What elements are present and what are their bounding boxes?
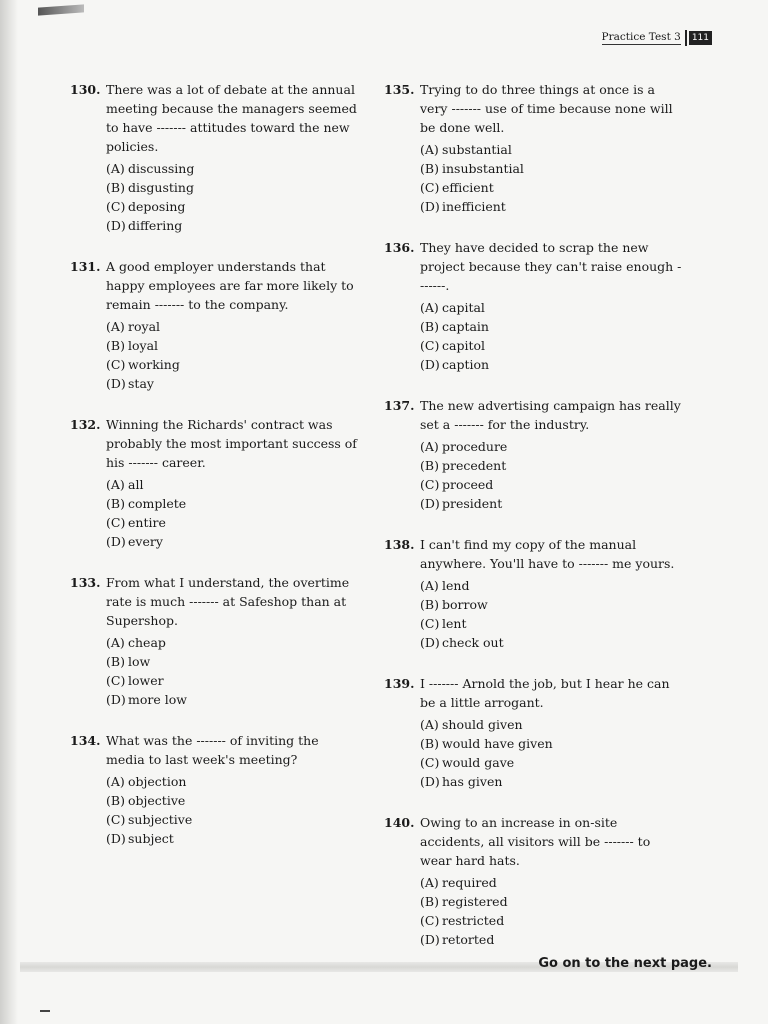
option-text: president xyxy=(442,496,503,511)
option-text: disgusting xyxy=(128,180,194,195)
option-letter: (D) xyxy=(106,831,126,846)
answer-option[interactable] xyxy=(420,576,684,595)
option-letter: (B) xyxy=(106,793,125,808)
option-text: check out xyxy=(442,635,504,650)
question-item xyxy=(384,238,684,374)
option-text: insubstantial xyxy=(442,161,524,176)
left-question-column xyxy=(70,80,360,870)
option-letter: (C) xyxy=(106,515,126,530)
option-letter: (C) xyxy=(420,338,440,353)
answer-option[interactable] xyxy=(420,317,684,336)
option-letter: (C) xyxy=(106,357,126,372)
question-item xyxy=(384,396,684,513)
option-letter: (A) xyxy=(106,635,125,650)
option-text: subject xyxy=(128,831,174,846)
answer-options xyxy=(106,317,360,393)
question-stem xyxy=(384,396,684,434)
option-letter: (A) xyxy=(106,161,125,176)
answer-option[interactable] xyxy=(420,734,684,753)
question-item xyxy=(70,573,360,709)
question-text: A good employer understands that happy employees are far more likely to remain ------- to the company. xyxy=(106,259,354,312)
option-text: all xyxy=(128,477,144,492)
option-text: discussing xyxy=(128,161,195,176)
answer-option[interactable] xyxy=(106,513,360,532)
option-text: loyal xyxy=(128,338,159,353)
question-item xyxy=(70,415,360,551)
answer-option[interactable] xyxy=(420,355,684,374)
question-text: They have decided to scrap the new project because they can't raise enough -------. xyxy=(420,240,682,293)
answer-option[interactable] xyxy=(420,772,684,791)
option-text: required xyxy=(442,875,497,890)
answer-option[interactable] xyxy=(420,475,684,494)
option-text: efficient xyxy=(442,180,494,195)
option-text: capital xyxy=(442,300,485,315)
option-text: proceed xyxy=(442,477,494,492)
section-title: Practice Test 3 xyxy=(601,31,681,43)
answer-option[interactable] xyxy=(106,317,360,336)
answer-option[interactable] xyxy=(420,336,684,355)
answer-options xyxy=(420,715,684,791)
question-item xyxy=(384,674,684,791)
option-letter: (A) xyxy=(420,875,439,890)
option-text: would gave xyxy=(442,755,515,770)
option-letter: (D) xyxy=(420,774,440,789)
option-text: procedure xyxy=(442,439,508,454)
question-item xyxy=(70,80,360,235)
answer-option[interactable] xyxy=(420,892,684,911)
option-letter: (D) xyxy=(420,357,440,372)
question-number: 137. xyxy=(384,398,415,413)
answer-option[interactable] xyxy=(106,532,360,551)
answer-option[interactable] xyxy=(106,178,360,197)
page-header xyxy=(602,30,712,46)
answer-option[interactable] xyxy=(420,494,684,513)
question-text: What was the ------- of inviting the media to last week's meeting? xyxy=(106,733,319,767)
header-divider xyxy=(685,30,687,46)
question-stem xyxy=(70,257,360,314)
option-text: capitol xyxy=(442,338,485,353)
answer-option[interactable] xyxy=(106,475,360,494)
option-letter: (B) xyxy=(420,736,439,751)
question-number: 139. xyxy=(384,676,415,691)
option-letter: (C) xyxy=(106,812,126,827)
option-letter: (D) xyxy=(420,932,440,947)
option-letter: (B) xyxy=(106,338,125,353)
answer-option[interactable] xyxy=(420,614,684,633)
answer-options xyxy=(420,140,684,216)
question-text: Trying to do three things at once is a very ------- use of time because none will be done well. xyxy=(420,82,673,135)
question-stem xyxy=(384,535,684,573)
option-text: would have given xyxy=(442,736,553,751)
question-stem xyxy=(70,415,360,472)
question-stem xyxy=(384,813,684,870)
question-stem xyxy=(384,674,684,712)
option-letter: (D) xyxy=(420,496,440,511)
option-letter: (B) xyxy=(420,319,439,334)
option-text: captain xyxy=(442,319,489,334)
option-letter: (D) xyxy=(106,376,126,391)
answer-option[interactable] xyxy=(420,595,684,614)
scan-edge-shadow xyxy=(0,0,18,1024)
option-letter: (B) xyxy=(106,654,125,669)
question-stem xyxy=(70,731,360,769)
option-text: subjective xyxy=(128,812,193,827)
answer-options xyxy=(106,772,360,848)
option-letter: (C) xyxy=(106,199,126,214)
option-letter: (A) xyxy=(420,578,439,593)
answer-option[interactable] xyxy=(106,374,360,393)
question-number: 138. xyxy=(384,537,415,552)
option-letter: (D) xyxy=(106,218,126,233)
option-text: cheap xyxy=(128,635,166,650)
answer-option[interactable] xyxy=(106,829,360,848)
question-number: 132. xyxy=(70,417,101,432)
answer-option[interactable] xyxy=(420,873,684,892)
answer-option[interactable] xyxy=(420,437,684,456)
question-stem xyxy=(384,238,684,295)
option-letter: (B) xyxy=(420,597,439,612)
option-text: retorted xyxy=(442,932,495,947)
option-text: working xyxy=(128,357,180,372)
question-text: From what I understand, the overtime rate is much ------- at Safeshop than at Supershop. xyxy=(106,575,350,628)
option-text: royal xyxy=(128,319,161,334)
question-number: 135. xyxy=(384,82,415,97)
option-letter: (D) xyxy=(420,199,440,214)
option-text: complete xyxy=(128,496,187,511)
question-number: 140. xyxy=(384,815,415,830)
question-stem xyxy=(384,80,684,137)
option-text: stay xyxy=(128,376,154,391)
option-letter: (A) xyxy=(420,439,439,454)
question-item xyxy=(384,80,684,216)
option-text: substantial xyxy=(442,142,512,157)
option-text: more low xyxy=(128,692,187,707)
question-number: 133. xyxy=(70,575,101,590)
option-letter: (D) xyxy=(420,635,440,650)
answer-options xyxy=(106,475,360,551)
option-letter: (C) xyxy=(420,477,440,492)
question-text: Owing to an increase in on-site accidents, all visitors will be ------- to wear hard hats. xyxy=(420,815,651,868)
option-text: should given xyxy=(442,717,523,732)
page-number: 111 xyxy=(689,31,712,45)
answer-option[interactable] xyxy=(420,178,684,197)
question-text: Winning the Richards' contract was probably the most important success of his ------- career. xyxy=(106,417,357,470)
answer-option[interactable] xyxy=(106,197,360,216)
option-letter: (C) xyxy=(106,673,126,688)
question-item xyxy=(384,813,684,949)
answer-option[interactable] xyxy=(106,810,360,829)
answer-options xyxy=(420,437,684,513)
answer-option[interactable] xyxy=(420,140,684,159)
answer-option[interactable] xyxy=(106,336,360,355)
option-letter: (D) xyxy=(106,534,126,549)
question-item xyxy=(384,535,684,652)
answer-option[interactable] xyxy=(420,930,684,949)
question-number: 131. xyxy=(70,259,101,274)
option-letter: (A) xyxy=(106,477,125,492)
option-letter: (B) xyxy=(420,458,439,473)
answer-option[interactable] xyxy=(420,911,684,930)
option-letter: (A) xyxy=(420,717,439,732)
option-text: lent xyxy=(442,616,467,631)
option-text: has given xyxy=(442,774,503,789)
right-question-column xyxy=(384,80,684,971)
answer-option[interactable] xyxy=(420,753,684,772)
answer-options xyxy=(420,576,684,652)
question-text: I can't find my copy of the manual anywhere. You'll have to ------- me yours. xyxy=(420,537,675,571)
option-letter: (B) xyxy=(106,496,125,511)
answer-option[interactable] xyxy=(106,355,360,374)
next-page-note: Go on to the next page. xyxy=(538,956,712,971)
answer-option[interactable] xyxy=(106,772,360,791)
option-text: entire xyxy=(128,515,166,530)
option-letter: (A) xyxy=(106,774,125,789)
answer-options xyxy=(420,873,684,949)
question-number: 136. xyxy=(384,240,415,255)
answer-options xyxy=(106,159,360,235)
answer-option[interactable] xyxy=(106,159,360,178)
answer-option[interactable] xyxy=(106,494,360,513)
answer-options xyxy=(420,298,684,374)
question-number: 134. xyxy=(70,733,101,748)
answer-option[interactable] xyxy=(106,791,360,810)
answer-options xyxy=(106,633,360,709)
answer-option[interactable] xyxy=(420,715,684,734)
option-text: lend xyxy=(442,578,470,593)
option-text: inefficient xyxy=(442,199,506,214)
option-text: precedent xyxy=(442,458,507,473)
answer-option[interactable] xyxy=(420,197,684,216)
answer-option[interactable] xyxy=(106,652,360,671)
question-stem xyxy=(70,80,360,156)
option-text: every xyxy=(128,534,163,549)
option-text: borrow xyxy=(442,597,488,612)
answer-option[interactable] xyxy=(420,159,684,178)
option-text: restricted xyxy=(442,913,505,928)
scan-corner-mark xyxy=(38,4,84,15)
option-letter: (D) xyxy=(106,692,126,707)
option-text: objective xyxy=(128,793,186,808)
option-letter: (B) xyxy=(420,894,439,909)
answer-option[interactable] xyxy=(420,633,684,652)
question-text: There was a lot of debate at the annual meeting because the managers seemed to have ------- attitudes toward the new policies. xyxy=(106,82,357,154)
option-text: deposing xyxy=(128,199,186,214)
question-stem xyxy=(70,573,360,630)
answer-option[interactable] xyxy=(106,690,360,709)
question-item xyxy=(70,731,360,848)
option-text: low xyxy=(128,654,151,669)
answer-option[interactable] xyxy=(420,298,684,317)
option-text: caption xyxy=(442,357,490,372)
question-text: I ------- Arnold the job, but I hear he can be a little arrogant. xyxy=(420,676,670,710)
answer-option[interactable] xyxy=(420,456,684,475)
answer-option[interactable] xyxy=(106,671,360,690)
option-letter: (B) xyxy=(420,161,439,176)
option-letter: (B) xyxy=(106,180,125,195)
question-item xyxy=(70,257,360,393)
option-text: differing xyxy=(128,218,183,233)
answer-option[interactable] xyxy=(106,216,360,235)
question-text: The new advertising campaign has really set a ------- for the industry. xyxy=(420,398,681,432)
question-number: 130. xyxy=(70,82,101,97)
option-text: registered xyxy=(442,894,508,909)
option-text: lower xyxy=(128,673,164,688)
option-letter: (C) xyxy=(420,616,440,631)
option-letter: (A) xyxy=(420,300,439,315)
option-letter: (A) xyxy=(420,142,439,157)
option-letter: (C) xyxy=(420,755,440,770)
scan-bottom-mark xyxy=(40,1010,50,1012)
option-letter: (A) xyxy=(106,319,125,334)
option-text: objection xyxy=(128,774,187,789)
answer-option[interactable] xyxy=(106,633,360,652)
option-letter: (C) xyxy=(420,913,440,928)
option-letter: (C) xyxy=(420,180,440,195)
